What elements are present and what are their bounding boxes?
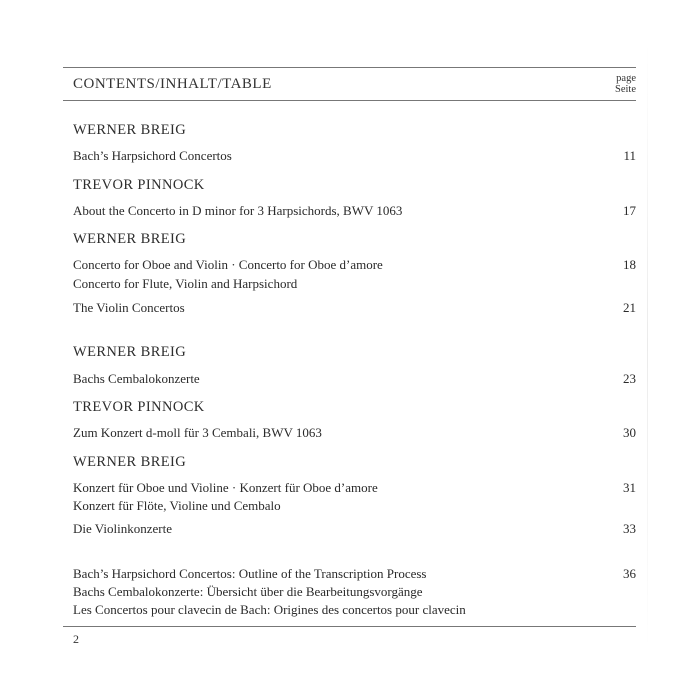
page-label-en: page	[616, 73, 636, 84]
toc-page-number: 11	[623, 148, 636, 163]
page-column-label	[615, 73, 636, 95]
toc-entry: Konzert für Flöte, Violine und Cembalo	[73, 498, 281, 513]
toc-page-number: 18	[623, 257, 636, 272]
toc-page-number: 30	[623, 425, 636, 440]
toc-entry: Les Concertos pour clavecin de Bach: Origines des concertos pour clavecin	[73, 602, 466, 617]
toc-entry: Die Violinkonzerte	[73, 521, 172, 536]
toc-page-number: 21	[623, 300, 636, 315]
header-rule	[63, 100, 636, 101]
folio-page-number: 2	[73, 632, 79, 646]
footer-rule	[63, 626, 636, 627]
contents-title: CONTENTS/INHALT/TABLE	[73, 76, 272, 92]
toc-page-number: 33	[623, 521, 636, 536]
top-rule	[63, 67, 636, 68]
toc-entry: Zum Konzert d-moll für 3 Cembali, BWV 1063	[73, 425, 322, 440]
author-heading: WERNER BREIG	[73, 344, 187, 360]
toc-entry: Concerto for Oboe and Violin · Concerto for Oboe d’amore	[73, 257, 383, 272]
toc-entry: Bachs Cembalokonzerte	[73, 371, 200, 386]
author-heading: TREVOR PINNOCK	[73, 177, 205, 193]
toc-page-number: 36	[623, 566, 636, 581]
toc-page-number: 23	[623, 371, 636, 386]
author-heading: WERNER BREIG	[73, 454, 187, 470]
toc-entry: Bachs Cembalokonzerte: Übersicht über die Bearbeitungsvorgänge	[73, 584, 423, 599]
page-label-de: Seite	[615, 84, 636, 95]
toc-entry: Bach’s Harpsichord Concertos	[73, 148, 232, 163]
author-heading: WERNER BREIG	[73, 122, 187, 138]
toc-entry: About the Concerto in D minor for 3 Harpsichords, BWV 1063	[73, 203, 403, 218]
toc-entry: Bach’s Harpsichord Concertos: Outline of the Transcription Process	[73, 566, 427, 581]
toc-entry: Concerto for Flute, Violin and Harpsichord	[73, 276, 298, 291]
author-heading: WERNER BREIG	[73, 231, 187, 247]
page-edge-shadow	[647, 40, 648, 650]
toc-entry: The Violin Concertos	[73, 300, 185, 315]
toc-entry: Konzert für Oboe und Violine · Konzert für Oboe d’amore	[73, 480, 378, 495]
toc-page-number: 31	[623, 480, 636, 495]
toc-page-number: 17	[623, 203, 636, 218]
author-heading: TREVOR PINNOCK	[73, 399, 205, 415]
